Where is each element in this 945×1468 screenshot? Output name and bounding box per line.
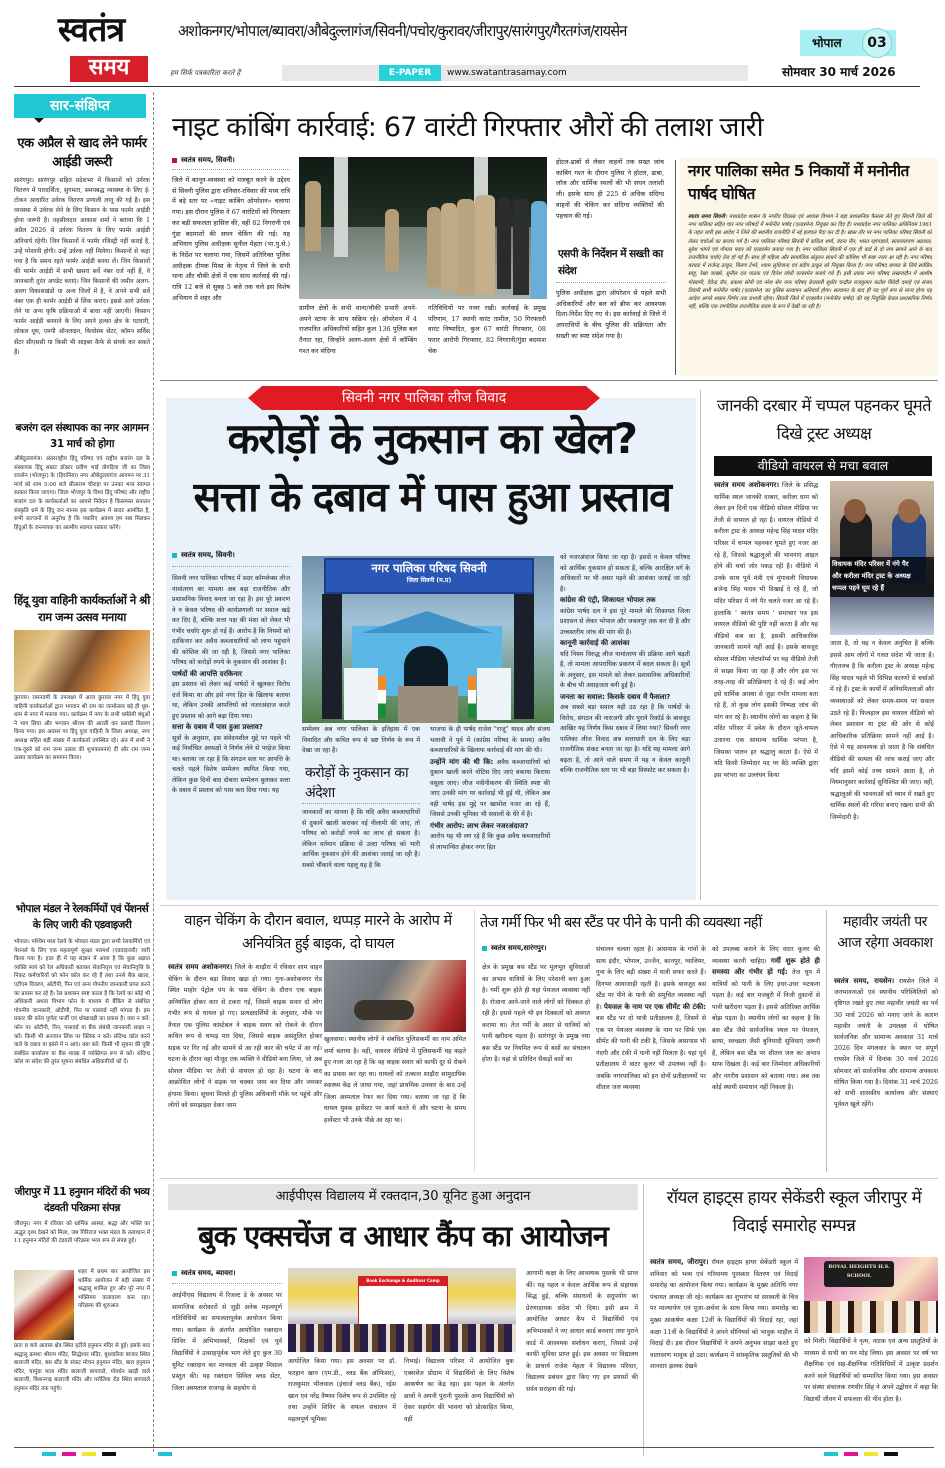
photo-banner-text: ROYAL HEIGHTS H.S. SCHOOL: [828, 1264, 890, 1279]
janaki-col1-text: जिले के प्रसिद्ध धार्मिक स्थल जानकी दरबार, करीला धाम को लेकर इन दिनों एक वीडियो सोशल मीडिया पर तेजी से वायरल हो रहा है। वायरल वीडियो में करीला ट्रस्ट के अध्यक्ष महेन्द्र सिंह यादव मंदिर परिसर में चप्पल पहनकर घूमते हुए नजर आ रहे हैं, जिससे श्रद्धालुओं की भावनाएं आहत होने की चर्चा जोर पकड़ रही है। वीडियो में उनके साथ पूर्व मंत्री एवं मुंगावली विधायक ब्रजेन्द्र सिंह यादव भी दिखाई दे रहे हैं, जो मंदिर परिसर में नंगे पैर चलते नजर आ रहे हैं। हालांकि ' स्वतंत्र समय ' समाचार पत्र इस वायरल वीडियो की पुष्टि नहीं करता है और यह वीडियो कब का है, इसकी आधिकारिक जानकारी सामने नहीं आई है। इसके बावजूद सोशल मीडिया प्लेटफॉर्म्स पर यह वीडियो तेजी से साझा किया जा रहा है और लोग इस पर तरह-तरह की प्रतिक्रियाएं दे रहे हैं। कई लोग इसे धार्मिक आस्था से जुड़ा गंभीर मामला बता रहे हैं, तो कुछ लोग इसकी निष्पक्ष जांच की मांग कर रहे हैं। स्थानीय लोगों का कहना है कि मंदिर परिसर में प्रवेश के दौरान जूते-चप्पल उतारना एक सामान्य धार्मिक परंपरा है, जिसका पालन हर श्रद्धालु करता है। ऐसे में यदि किसी जिम्मेदार पद पर बैठे व्यक्ति द्वारा इस परंपरा का उल्लंघन किया: [714, 482, 818, 779]
school-kicker: आईपीएस विद्यालय में रक्तदान,30 यूनिट हुआ अनुदान: [275, 1189, 531, 1204]
lease-col4-text: कांग्रेस पार्षद दल ने इस पूरे मामले की शिकायत जिला प्रशासन से लेकर भोपाल और जबलपुर तक कर दी है और उच्चस्तरीय जांच की मांग की है।: [560, 607, 690, 636]
water-subhead: गर्मी शुरू होते ही समस्या और गंभीर हो गई:: [712, 956, 820, 976]
lease-kicker: सिवनी नगर पालिका लीज विवाद: [341, 390, 507, 406]
accident-photo: [324, 960, 466, 1032]
water-col2-text: संचालन चलता रहता है। आसपास के गांवों के साथ इंदौर, भोपाल, उज्जैन, कानपुर, ग्वालियर, गुना के लिए बड़ी संख्या में यात्री सफर करते हैं। दिनभर आवाजाही रहती है। इसके बावजूद बस स्टैंड पर पीने के पानी की समुचित व्यवस्था नहीं है।: [596, 946, 706, 1011]
top-story-dateline: [172, 156, 290, 165]
janaki-strap: [714, 456, 932, 476]
lease-dateline: [172, 551, 290, 560]
sidebar-story-headline[interactable]: जीरापुर में 11 हनुमान मंदिरों की भव्य दंडवती परिक्रमा संपन्न: [14, 1186, 150, 1214]
lease-col1-text: सूत्रों के अनुसार, इस संवेदनशील मुद्दे पर पहले भी कई निर्वाचित अध्यक्षों ने निर्णय लेने से परहेज किया था। बताया जा रहा है कि संगठन स्तर पर आपत्ति के चलते पहले विशेष सम्मेलन स्थगित किया गया, लेकिन कुछ दिनों बाद दोबारा सम्मेलन बुलाकर सत्ता के दबाव में प्रस्ताव को पास करा दिया गया। यह: [172, 734, 290, 794]
section-rule: [160, 380, 938, 381]
footer-rule: [14, 1447, 934, 1448]
school-headline[interactable]: बुक एक्सचेंज व आधार कैंप का आयोजन: [198, 1219, 608, 1253]
sidebar-story-body: शहर में प्रथम बार आयोजित इस धार्मिक आयोजन में बड़ी संख्या में श्रद्धालु शामिल हुए और पूरे नगर में भक्तिमय वातावरण बना रहा। परिक्रमा की शुरुआत: [78, 1269, 150, 1310]
page-number: 03: [862, 28, 892, 58]
lease-col2-subhead: करोड़ों के नुकसान का अंदेशा: [305, 765, 409, 801]
sidebar-story-body: सारंगपुर। सारंगपुर सहित प्रदेशभर में किसानों को उर्वरक वितरण में पारदर्शिता, सुगमता, समयबद्ध व्यवस्था के लिए ई-टोकन आधारित उर्वरक वितरण प्रणाली लागू की गई है। इस व्यवस्था में उर्वरक लेने के लिए किसान के पास फार्मर आईडी होना जरूरी है। तहसीलदार आकाश शर्मा ने बताया कि 1 अप्रैल 2026 से उर्वरक वितरण के लिए फार्मर आईडी अनिवार्य रहेगी। जिन किसानों ने फार्मर रजिस्ट्री नहीं कराई है, उन्हें परेशानी होगी। उन्हें उर्वरक नहीं मिलेगा। किसानों से कहा गया है कि समय रहते फार्मर आईडी बनवा लें। जिन किसानों की फार्मर आईडी में सभी खसरा सर्वे नंबर दर्ज नहीं हैं, वे जानकारी तुरंत अपडेट कराएं। जिन किसानों की जमीन अलग-अलग विकासखंडों या अन्य जिलों में है, वे अपने सभी सर्वे नंबर एक ही फार्मर आईडी से लिंक कराएं। इससे आगे उर्वरक लेने या अन्य कृषि प्रक्रियाओं में बाधा नहीं आएगी। किसान फार्मर आईडी बनवाने के लिए अपने हल्का क्षेत्र के पटवारी, लोकल यूथ, एमपी ऑनलाइन, कियोस्क सेंटर, कॉमन सर्विस सेंटर सीएससी या किसी भी साइबर कैफे से संपर्क कर सकते हैं।: [14, 177, 150, 356]
lease-headline-1[interactable]: करोड़ों के नुकसान का खेल?: [227, 414, 637, 463]
school-col4: आगामी कक्षा के लिए आवश्यक पुस्तकें भी प्राप्त कीं। यह पहल न केवल आर्थिक रूप से सहायक सिद्ध हुई, बल्कि संसाधनों के सदुपयोग का प्रेरणादायक संदेश भी दिया। इसी क्रम में आयोजित आधार कैंप में विद्यार्थियों एवं अभिभावकों ने नए आधार कार्ड बनवाए तथा पुराने कार्ड में आवश्यक संशोधन कराए, जिससे उन्हें काफी सुविधा प्राप्त हुई। इस अवसर पर विद्यालय के प्राचार्य राजेश मेहता ने विद्यालय परिवार, विद्यालय प्रबंधन द्वारा किए गए इन प्रयासों की सर्वत्र सराहना की गई।: [526, 1270, 638, 1393]
edition-list: अशोकनगर/भोपाल/ब्यावरा/औबेदुल्लागंज/सिवनी/पचोर/कुरावर/जीरापुर/सारंगपुर/गैरतगंज/रायसेन: [178, 22, 627, 40]
dateline-bullet-icon: [172, 1271, 177, 1276]
section-rule: [160, 1178, 938, 1179]
masthead-rule: [14, 86, 920, 87]
sidebar-story-headline[interactable]: भोपाल मंडल ने रेलकर्मियों एवं पेंशनर्स के लिए जारी की एडवाइजरी: [15, 903, 149, 931]
issue-date: सोमवार 30 मार्च 2026: [782, 65, 896, 79]
school-camp-photo: [288, 1268, 516, 1352]
lease-subhead: पार्षदों की आपत्ति दरकिनार: [172, 669, 242, 678]
lease-col4-text: को नजरअंदाज किया जा रहा है। इससे न केवल परिषद को आर्थिक नुकसान हो सकता है, बल्कि आरक्षित वर्ग के अधिकारों पर भी असर पड़ने की आशंका जताई जा रही है।: [560, 554, 690, 593]
sidebar-divider: [153, 92, 154, 1452]
registration-mark: [102, 1452, 116, 1456]
lease-col4: [560, 553, 690, 898]
school-kicker-bar: [168, 1184, 638, 1210]
logo-top-text: स्वतंत्र: [57, 10, 125, 50]
vehicle-headline[interactable]: वाहन चेकिंग के दौरान बवाल, थप्पड़ मारने के आरोप में अनियंत्रित हुई बाइक, दो घायल: [184, 913, 452, 952]
water-col3: [712, 944, 820, 1174]
dateline-text: स्वतंत्र समय,सारंगपुर।: [491, 944, 547, 952]
janaki-video-photo: [830, 481, 934, 635]
column-divider: [700, 390, 701, 900]
dateline-text: स्वतंत्र समय, सिवनी।: [181, 551, 235, 559]
top-story-col3: गतिविधियों पर नजर रखी। कार्रवाई के प्रमुख परिणाम, 17 स्थायी वारंट तामील, 50 गिरफ्तारी वारंट निष्पादित, कुल 67 वारंटी गिरफ्तार, 08 फरार आरोपी गिरफ्तार, 82 निगरानी/गुंडा बदमाश चेक: [428, 304, 546, 355]
councillors-dateline: स्वतंत्र समय सिवनी: [688, 214, 725, 220]
edition-badge[interactable]: [800, 30, 896, 56]
sidebar-story-body: जीरापुर। नगर में रविवार को धार्मिक आस्था, श्रद्धा और भक्ति का अद्भुत दृश्य देखने को मिला, जब गिरिराज भक्त मंडल के तत्वाधान में 11 हनुमान मंदिरों की दंडवती परिक्रमा भव्य रूप से संपन्न हुई।: [14, 1221, 150, 1245]
top-story-col2: ग्रामीण क्षेत्रों के सभी थाना/चौकी प्रभारी अपने-अपने स्टाफ के साथ सक्रिय रहे। ऑपरेशन में 4 राजपत्रित अधिकारियों सहित कुल 136 पुलिस बल तैनात रहा, जिन्होंने अलग-अलग क्षेत्रों में कॉम्बिंग गश्त कर संदिग्ध: [299, 304, 417, 355]
water-subhead: पेयजल के नाम पर एक सीमेंट की टंकी:: [603, 1002, 706, 1011]
police-briefing-photo: [299, 157, 547, 299]
subhead-rule: [556, 282, 666, 283]
photo-caption: और करीला मंदिर ट्रस्ट के अध्यक्ष: [832, 572, 911, 580]
school-col1: आईपीएस विद्यालय में रिजल्ट डे के अवसर पर सामाजिक सरोकारों से जुड़ी अनेक महत्वपूर्ण गतिविधियों का सफलतापूर्वक आयोजन किया गया। कार्यक्रम के अंतर्गत आयोजित रक्तदान शिविर में अभिभावकों, शिक्षकों एवं पूर्व विद्यार्थियों ने उत्साहपूर्वक भाग लेते हुए कुल 30 यूनिट रक्तदान कर मानवता की उत्कृष्ट मिसाल प्रस्तुत की। यह रक्तदान सिविल ब्लड सेंटर, जिला अस्पताल राजगढ़ के सहयोग से: [172, 1292, 282, 1392]
tagline: हम सिर्फ पत्रकारिता करते हैं: [170, 69, 241, 77]
lease-col1: [172, 574, 290, 896]
lease-col3-text: भाजपा के ही पार्षद राजेश "राजू" यादव और संजय भलावी ने पूर्व में (कांग्रेस परिषद के समय) अवैध कब्जाधारियों के खिलाफ कार्रवाई की मांग की थी।: [430, 726, 550, 754]
water-col2: [596, 944, 706, 1174]
lease-col1-text: सिवनी नगर पालिका परिषद में सदर कॉम्प्लेक्स लीज नामांतरण का मामला अब बड़ा राजनीतिक और प्रशासनिक विवाद बनता जा रहा है। इस पूरे प्रकरण ने न केवल परिषद की कार्यप्रणाली पर सवाल खड़े कर दिए हैं, बल्कि सत्ता पक्ष की मंशा को लेकर भी गंभीर चर्चाएं शुरू हो गई हैं। आरोप है कि नियमों को दरकिनार कर अवैध कब्जाधारियों को लाभ पहुंचाने की कोशिश की जा रही है, जिससे नगर पालिका परिषद को करोड़ों रुपये के नुकसान की आशंका है।: [172, 575, 290, 666]
lease-col4-text: यदि नियम विरुद्ध लीज नामांतरण की प्रक्रिया आगे बढ़ती है, तो मामला आपराधिक प्रकरण में बदल सकता है। सूत्रों के अनुसार, इस मामले को लेकर प्रशासनिक अधिकारियों के बीच भी असहजता बनी हुई है।: [560, 650, 690, 689]
photo-caption: विधायक मंदिर परिसर में नंगे पैर: [832, 560, 909, 568]
photo-sign-subtext: जिला सिवनी (म.प्र): [406, 577, 452, 584]
lease-col2-b: जानकारों का मानना है कि यदि अवैध कब्जाधारियों से दुकानें खाली कराकर नई नीलामी की जाए, तो परिषद को करोड़ों रुपये का लाभ हो सकता है। लेकिन वर्तमान प्रक्रिया से उल्टा परिषद को भारी आर्थिक नुकसान होने की आशंका जताई जा रही है। सबसे चौंकाने वाला पहलू यह है कि: [302, 809, 420, 869]
mahavir-headline[interactable]: महावीर जयंती पर आज रहेगा अवकाश: [837, 914, 933, 951]
sidebar-story-headline[interactable]: बजरंग दल संस्थापक का नगर आगमन 31 मार्च को होगा: [15, 422, 149, 450]
top-story-subhead: एसपी के निर्देशन में सख्ती का संदेश: [558, 248, 663, 277]
top-story-col4-bottom: पुलिस अधीक्षक द्वारा ऑपरेशन से पहले सभी अधिकारियों और बल को ब्रीफ कर आवश्यक दिशा-निर्देश दिए गए थे। इस कार्रवाई से जिले में अपराधियों के बीच पुलिस की सक्रियता और सख्ती का स्पष्ट संदेश गया है।: [556, 289, 666, 340]
councillors-story-body: [688, 213, 932, 373]
sidebar-story-body: प्रातः 8 बजे आवास क्षेत्र स्थित हटीले हनुमान मंदिर से हुई। इसके बाद श्रद्धालु क्रमशः श्रीराम मंदिर, सिद्धेश्वर मंदिर, बुधवारिया बाजार स्थित बालाजी मंदिर, बस स्टैंड के संकट मोचन हनुमान मंदिर, बाल हनुमान मंदिर, चामुंडा माता मंदिर बालाजी बागवाले, गोवर्धन खाड़ी वाले बालाजी, किशनगढ़ बालाजी मंदिर और परोलिया रोड स्थित बागवाले हनुमान मंदिर तक पहुंचे।: [14, 1343, 150, 1392]
mahavir-body-text: रायसेन जिले में जनभावनाओं एवं स्थानीय परिस्थितियों को दृष्टिगत रखते हुए तथा महावीर जयंती का पर्व 30 मार्च 2026 को मनाए जाने के कारण महावीर जयंती के उपलक्ष्य में घोषित सार्वजनिक और सामान्य अवकाश 31 मार्च 2026 दिन मंगलवार के स्थान पर संपूर्ण रायसेन जिले में दिनांक 30 मार्च 2026 सोमवार को सार्वजनिक और सामान्य अवकाश घोषित किया गया है। दिनांक 31 मार्च 2026 को सभी शासकीय कार्यालय और संस्थाएं पूर्ववत खुले रहेंगे।: [834, 978, 938, 1109]
dateline-rule: [172, 169, 290, 170]
masthead: [0, 0, 945, 88]
mahavir-dateline: स्वतंत्र समय, रायसेन।: [834, 977, 895, 985]
lease-headline-2[interactable]: सत्ता के दबाव में पास हुआ प्रस्ताव: [193, 473, 671, 521]
dateline-text: स्वतंत्र समय, ब्यावरा।: [181, 1269, 236, 1277]
janaki-headline[interactable]: जानकी दरबार में चप्पल पहनकर घूमते दिखे ट्रस्ट अध्यक्ष: [716, 396, 932, 443]
photo-sign-text: नगर पालिका परिषद सिवनी: [371, 561, 487, 575]
lease-subhead: सत्ता के दबाव में पास हुआ प्रस्ताव?: [172, 723, 263, 731]
top-story-col1: जिले में कानून-व्यवस्था को मजबूत करने के उद्देश्य से सिवनी पुलिस द्वारा शनिवार-रविवार की मध्य रात्रि में बड़े स्तर पर «नाइट कांबिंग ऑपरेशन» चलाया गया। इस दौरान पुलिस ने 67 वारंटियों को गिरफ्तार कर बड़ी सफलता हासिल की, वहीं 82 निगरानी एवं गुंडा बदमाशों की सघन चेकिंग की गई। यह अभियान पुलिस अधीक्षक सुनील मेहता (भा.पु.से.) के निर्देश पर चलाया गया, जिसमें अतिरिक्त पुलिस अधीक्षक दीपक मिश्रा के नेतृत्व में जिले के सभी थाना और चौकी क्षेत्रों में एक साथ कार्रवाई की गई। रात्रि 12 बजे से सुबह 5 बजे तक चले इस विशेष अभियान में शहर और: [172, 176, 290, 302]
edition-city: भोपाल: [812, 36, 842, 50]
logo[interactable]: [30, 10, 152, 84]
lease-col1-text: इस प्रस्ताव को लेकर कई पार्षदों ने खुलकर विरोध दर्ज किया था और इसे नगर हित के खिलाफ बताया था, लेकिन उनकी आपत्तियों को नजरअंदाज करते हुए प्रस्ताव को आगे बढ़ा दिया गया।: [172, 681, 290, 720]
registration-mark: [158, 1452, 172, 1456]
lease-col2-a: सम्मेलन अब नगर पालिका के इतिहास में एक विवादित और कथित रूप से भ्रष्ट निर्णय के रूप में देखा जा रहा है।: [302, 726, 420, 754]
royal-col1: [650, 1257, 798, 1457]
hanuman-parikrama-photo: [14, 1270, 74, 1340]
janaki-strap-text: वीडियो वायरल से मचा बवाल: [757, 458, 889, 473]
vehicle-dateline: स्वतंत्र समय अशोकनगर।: [168, 963, 233, 971]
dateline-rule: [172, 1283, 282, 1284]
vehicle-col2: खुलवाया। स्थानीय लोगों ने संबंधित पुलिसकर्मी का नाम अमित शर्मा बताया है। वहीं, वायरल वीडियो में पुलिसकर्मी यह कहते हुए नजर आ रहा है कि वह बाइक सवार को काफी दूर से रोकने का प्रयास कर रहा था। घायलों को तत्काल शाढ़ौरा सामुदायिक स्वास्थ्य केंद्र ले जाया गया, जहां प्राथमिक उपचार के बाद उन्हें जिला अस्पताल रेफर कर दिया गया। बताया जा रहा है कि घायल युवक हार्वेस्टर पर कार्य करते थे और घटना के समय हार्वेस्टर भी उनके पीछे आ रहा था।: [324, 1036, 466, 1124]
water-dateline: [482, 944, 590, 953]
lease-col3-text: आरोप यह भी लग रहे हैं कि कुछ अवैध कब्जाधारियों से लाभान्वित होकर नगर हित: [430, 833, 550, 851]
registration-mark: [864, 1452, 878, 1456]
registration-mark: [884, 1452, 898, 1456]
website-link[interactable]: www.swatantrasamay.com: [447, 68, 567, 78]
sidebar-story-headline[interactable]: हिंदू युवा वाहिनी कार्यकर्ताओं ने श्री राम जन्म उत्सव मनाया: [14, 593, 150, 624]
sidebar-story-headline[interactable]: एक अप्रैल से खाद लेने फार्मर आईडी जरूरी: [17, 136, 147, 170]
dateline-text: स्वतंत्र समय, सिवनी।: [181, 156, 235, 164]
vehicle-col1-text: जिले के शाढ़ौरा में रविवार शाम वाहन चेकिंग के दौरान बड़ा विवाद खड़ा हो गया। गुना-अशोकनगर रोड स्थित माहोर पेट्रोल पंप के पास चेकिंग के दौरान एक बाइक अनियंत्रित होकर कार से टकरा गई, जिसमें बाइक सवार दो लोग गंभीर रूप से घायल हो गए। प्रत्यक्षदर्शियों के अनुसार, मौके पर तैनात एक पुलिस कांस्टेबल ने बाइक सवार को रोकने के दौरान कथित रूप से थप्पड़ मार दिया, जिससे बाइक असंतुलित होकर सड़क पर गिर गई और सामने से आ रही कार की चपेट में आ गई। घटना के दौरान वहां मौजूद एक व्यक्ति ने वीडियो बना लिया, जो अब सोशल मीडिया पर तेजी से वायरल हो रहा है। घटना के बाद आक्रोशित लोगों ने सड़क पर चक्का जाम कर दिया और जमकर हंगामा किया। सूचना मिलते ही पुलिस अधिकारी मौके पर पहुंचे और लोगों को समझाइश देकर जाम: [168, 964, 322, 1109]
vehicle-col1: [168, 962, 322, 1172]
councillors-story-headline[interactable]: नगर पालिका समेत 5 निकायों में मनोनीत पार्षद घोषित: [688, 162, 909, 203]
royal-col1-text: रॉयल हाइट्स हायर सेकेंडरी स्कूल में शनिवार को भव्य एवं गरिमामय पुरस्कार वितरण एवं विदाई समारोह का आयोजन किया गया। कार्यक्रम के मुख्य अतिथि नगर पंचायत अध्यक्ष जी रहे। कार्यक्रम का शुभारंभ मां सरस्वती के चित्र पर माल्यार्पण एवं पूजा-अर्चना के साथ किया गया। समारोह का मुख्य आकर्षण कक्षा 12वीं के विद्यार्थियों की विदाई रहा, जहां कक्षा 11वीं के विद्यार्थियों ने अपने सीनियर्स को भावुक माहौल में विदाई दी। इस दौरान विद्यार्थियों ने अपने अनुभव साझा करते हुए वातावरण भावुक हो उठा। कार्यक्रम में सांस्कृतिक प्रस्तुतियों की भी शानदार झलक देखने: [650, 1259, 798, 1371]
lease-col3-text: अवैध कब्जाधारियों को दुकान खाली करने नोटिस दिए जाएं बकाया किराया वसूला जाए। लीज नवीनीकरण की स्थिति स्पष्ट की जाए उनकी मांग पर कार्रवाई भी हुई थी, लेकिन अब वही पार्षद इस मुद्दे पर खामोश नजर आ रहे हैं, जिससे उनकी भूमिका भी सवालों के घेरे में है।: [430, 758, 550, 818]
sidebar-story-body: औबेदुल्लागंज। अंतरराष्ट्रीय हिंदू परिषद एवं राष्ट्रीय बजरंग दल के संस्थापक हिंदू सम्राट डॉक्टर प्रवीण भाई तोगड़िया जी का जिला रायसेन (भोजपुर) के (हिरानिया) नगर औबेदुल्लागंज आगमन पर 31 मार्च को शाम 5:00 बजे सीताराम चौराहा पर उनका भव्य स्वागत सत्कार किया जाएगा। जिला भोजपुर के विश्व हिंदू परिषद और राष्ट्रीय बजरंग दल के कार्यकर्ताओं का आपसे निवेदन है किसमस्त सनातन संस्कृति धर्म के हिंदू जन मानस इस कार्यक्रम में सादर आमंत्रित है, सभी सज्जनों से अनुरोध है कि पधारिए अवश्य हम सब मिलकर हिंदुओं के जननायक का आत्मीय स्वागत सत्कार करेंगे।: [14, 456, 150, 531]
water-col2-text: बस स्टैंड पर दो यात्री प्रतीक्षालय है, जिसमें से एक पर पेयजल व्यवस्था के नाम पर सिर्फ एक सीमेंट की पानी की टंकी है, जिसके आसपास भी गंदगी और टंकी में पानी नहीं मिलता है। यहां पूर्व प्रतीक्षालय में वाटर कूलर भी उपलब्ध नहीं है। जबकि नगरपालिका को इन दोनों प्रतीक्षालयों पर शीतल जल व्यवस्था: [596, 1015, 706, 1091]
registration-mark: [824, 1452, 838, 1456]
janaki-dateline: स्वतंत्र समय अशोकनगर।: [714, 481, 779, 489]
royal-col2: को मिली। विद्यार्थियों ने नृत्य, नाटक एवं अन्य प्रस्तुतियों के माध्यम से सभी का मन मोह लिया। इस अवसर पर वर्ष भर शैक्षणिक एवं सह-शैक्षणिक गतिविधियों में उत्कृष्ट प्रदर्शन करने वाले विद्यार्थियों को सम्मानित किया गया। इस अवसर पर संस्था संचालक रणधीर सिंह ने अपने उद्बोधन में कहा कि विद्यार्थी जीवन में सफलता की नींव होता है।: [804, 1338, 938, 1403]
column-divider: [643, 1184, 644, 1456]
nagar-palika-building-photo: [302, 556, 554, 723]
mahavir-body: [834, 976, 938, 1174]
column-divider: [826, 910, 827, 1172]
section-rule: [160, 905, 938, 906]
registration-mark: [42, 1452, 56, 1456]
sidebar-section-header: [14, 94, 146, 118]
dateline-rule: [172, 566, 290, 567]
janaki-col1: [714, 480, 818, 898]
royal-headline[interactable]: रॉयल हाइट्स हायर सेकेंडरी स्कूल जीरापुर में विदाई समारोह सम्पन्न: [666, 1188, 922, 1236]
dateline-bullet-icon: [482, 946, 487, 951]
school-dateline: [172, 1269, 282, 1278]
farewell-photo: [804, 1257, 938, 1333]
royal-dateline: स्वतंत्र समय, जीरापुर।: [650, 1258, 709, 1266]
registration-mark: [62, 1452, 76, 1456]
lease-subhead: उन्होंने मांग की थी कि:: [430, 757, 494, 766]
councillors-body-text: । मध्यप्रदेश शासन के नगरीय विकास एवं आवास विभाग ने बड़ा प्रशासनिक फैसला लेते हुए सिवनी जिले की नगर पालिका सहित चार नगर परिषदों में मनोनीत पार्षद (एल्डरमेन) नियुक्त कर दिए हैं। मध्यप्रदेश नगर पालिका अधिनियम 1961 के तहत जारी इस आदेश ने जिले की स्थानीय राजनीति में नई हलचल पैदा कर दी है। खास तौर पर नगर पालिका परिषद सिवनी को लेकर चर्चाओं का बाजार गर्म है। नगर पालिका परिषद सिवनी में कविता शर्मा, वंदना जैन, भारत रहांगडाले, सत्यनारायण अग्रवाल, सुरेश भांगरे एवं गोपाल पवार को एल्डरमेन बनाया गया है। नगर पालिका सिवनी में एक ही वार्ड से दो नाम सामने आने के बाद राजनीतिक चर्चाएं तेज हो गई हैं। साथ ही महिला और सामाजिक संतुलन साधने की कोशिश भी स्पष्ट नजर आ रही है। नगर परिषद बरघाट में राजेन्द्र ठाकुर, किरण टेंभरे, श्याम लुधियाना एवं प्रदीप ठाकुर को नियुक्त किया है। नगर परिषद छपारा के लिये सर्वप्रिय साहू, रेखा जाखरे, सुनील दत्त पाठक एवं दिनेश लोधी एल्डरमेन बनाये गये हैं। इसी प्रकार नगर परिषद लखनादौन में आशीष गोस्वामी, देवेन्द्र जैन, प्रकाश सोनी एवं नरेश सेन नगर परिषद केवलारी सुधीर चन्द्रौल राजकुमार कटोल त्रिवेदी दमाहे एवं संजय तिवारी सभी मनोनीत पार्षद (एल्डरमेन) का पुलिस सत्यापन अनिवार्य होगा। सत्यापन के बाद ही पद पूर्ण रूप से मान्य होगा यह आदेश अगले शासन निर्णय तक प्रभावी रहेगा। सिवनी जिले में एल्डरमैन (मनोनीत पार्षद) की यह नियुक्ति केवल प्रशासनिक निर्णय नहीं, बल्कि एक रणनीतिक राजनीतिक कदम के रूप में देखी जा रही है।: [688, 214, 932, 311]
lease-subhead: जनता का सवाल: किसके दबाव में फैसला?: [560, 692, 671, 701]
school-col3: निभाई। विद्यालय परिसर में आयोजित बुक एक्सचेंज प्रोग्राम में विद्यार्थियों के लिए विशेष आकर्षण का केंद्र रहा। इस पहल के अंतर्गत छात्रों ने अपनी पुरानी पुस्तकें अन्य विद्यार्थियों को देकर सहयोग की भावना को प्रोत्साहित किया, वहीं: [404, 1358, 514, 1423]
janaki-col2: जाता है, तो यह न केवल अनुचित है बल्कि इससे आम लोगों में गलत संदेश भी जाता है। गौरतलब है कि करीला ट्रस्ट के अध्यक्ष महेन्द्र सिंह यादव पहले भी विभिन्न कारणों से चर्चाओं में रहे हैं। ट्रस्ट के कार्यों में अनियमितताओं और व्यवस्थाओं को लेकर समय-समय पर सवाल उठते रहे हैं। फिलहाल इस वायरल वीडियो को लेकर प्रशासन या ट्रस्ट की ओर से कोई आधिकारिक प्रतिक्रिया सामने नहीं आई है। ऐसे में यह आवश्यक हो जाता है कि संबंधित वीडियो की सत्यता की जांच कराई जाए और यदि इसमें कोई तथ्य सामने आता है, तो नियमानुसार कार्रवाई सुनिश्चित की जाए। वहीं, श्रद्धालुओं की भावनाओं को ध्यान में रखते हुए धार्मिक स्थलों की गरिमा बनाए रखना सभी की जिम्मेदारी है।: [830, 640, 934, 821]
registration-mark: [82, 1452, 96, 1456]
top-story-col4-top: होटल-ढाबों से लेकर वाहनों तक सख्त जांच कांबिंग गश्त के दौरान पुलिस ने होटल, ढाबा, लॉज और धार्मिक स्थलों की भी सघन तलाशी ली। इसके साथ ही 225 से अधिक संदिग्ध वाहनों की चेकिंग कर संदिग्ध व्यक्तियों की पहचान की गई।: [556, 158, 664, 220]
school-col2: आयोजित किया गया। इस अवसर पर डॉ. फरहान खान (एम.डी., ब्लड बैंक ऑफिसर), राजकुमार भीलवाल (इंचार्ज ब्लड बैंक), रईस खान एवं नरेंद्र वैष्णव विशेष रूप से उपस्थित रहे तथा उन्होंने शिविर के सफल संचालन में महत्वपूर्ण भूमिका: [288, 1358, 396, 1423]
water-col3-text: तेज धूप में यात्रियों को पानी के लिए इधर-उधर भटकना पड़ता है। कई बार मजबूरी में निजी दुकानों से पानी खरीदना पड़ता है। इससे अतिरिक्त आर्थिक बोझ पड़ता है। स्थानीय लोगों का कहना है कि बस स्टैंड जैसे सार्वजनिक स्थल पर पेयजल, छाया, स्वच्छता जैसी बुनियादी सुविधाएं जरूरी हैं, लेकिन बस स्टैंड पर शीतल जल का अभाव साफ दिखता है। कई बार जिम्मेदार अधिकारियों और नगरीय प्रशासन को बताया गया। अब तक कोई स्थायी समाधान नहीं निकला है।: [712, 969, 820, 1091]
sidebar-story-body: कुरावर। रामनवमी के उपलक्ष्य में आज कुरावर नगर में हिंदू युवा वाहिनी कार्यकर्ताओं द्वारा भगवान श्री राम का जन्मोत्सव बड़े ही धूम-धाम से नगर में मनाया गया। कार्यक्रम में नगर के सभी धर्मप्रेमी बंधुओं ने भाग लिया और भगवान श्रीराम की आरती कर प्रसादी वितरण किया गया। इस अवसर पर हिंदू युवा वाहिनी के जिला अध्यक्ष, नगर अध्यक्ष सहित बड़ी संख्या में कार्यकर्ता उपस्थित रहे। अंत में सभी ने एक-दूसरे को राम जन्म उत्सव की शुभकामनाएं दीं और राम जन्म उत्सव कार्यक्रम का समापन किया।: [14, 695, 150, 762]
water-headline[interactable]: तेज गर्मी फिर भी बस स्टैंड पर पीने के पानी की व्यवस्था नहीं: [480, 915, 762, 931]
subhead-rule: [302, 803, 420, 804]
section-label: सार-संक्षिप्त: [49, 98, 111, 114]
top-story-headline[interactable]: नाइट कांबिंग कार्रवाई: 67 वारंटी गिरफ्तार औरों की तलाश जारी: [172, 112, 763, 143]
photo-banner-text: Book Exchange & Aadhaar Camp: [366, 1278, 440, 1283]
dateline-bullet-icon: [172, 158, 177, 163]
column-divider: [474, 910, 475, 1172]
lease-col4-text: अब सबसे बड़ा सवाल यही उठ रहा है कि पार्षदों के विरोध, संगठन की नाराजगी और पुराने रिकॉर्ड के बावजूद आखिर यह निर्णय किस दबाव में लिया गया? सिवनी नगर पालिका लीज विवाद अब सत्ताधारी दल के लिए बड़ा राजनीतिक संकट बनता जा रहा है। यदि यह मामला आगे बढ़ता है, तो आने वाले समय में यह न केवल कानूनी बल्कि राजनीतिक स्तर पर भी बड़ा विस्फोट कर सकता है।: [560, 704, 690, 774]
ram-utsav-photo: [14, 630, 150, 692]
color-registration-marks: [42, 1450, 922, 1458]
section-pointer-icon: [34, 118, 44, 123]
epaper-label[interactable]: E-PAPER: [379, 65, 441, 81]
logo-bottom-text: समय: [88, 55, 130, 80]
lease-subhead: कांग्रेस की एंट्री, शिकायत भोपाल तक: [560, 596, 656, 604]
photo-caption: चप्पल पहने घूम रहे हैं: [832, 584, 885, 592]
water-col1: क्षेत्र के प्रमुख बस स्टैंड पर मूलभूत सुविधाओं का अभाव यात्रियों के लिए परेशानी बना हुआ है। गर्मी शुरू होते ही यहां पेयजल व्यवस्था नहीं है। रोजाना आने-जाने वाले लोगों को दिक्कत हो रही है। इससे पहले भी इन दिक्कतों को अवगत कराया था। तेज गर्मी के असर से यात्रियों को पानी खरीदना पड़ता है। सारंगपुर के प्रमुख नया बस स्टैंड पर नियमित रूप से बसों का संचालन होता है। यहां से प्रतिदिन सैकड़ों बसों का: [482, 964, 590, 1063]
registration-mark: [844, 1452, 858, 1456]
column-divider: [675, 160, 676, 375]
sidebar-story-body: भोपाल। पश्चिम मध्य रेलवे के भोपाल मंडल द्वारा सभी रेलकर्मियों एवं पेंशनर्स के लिए एक महत्वपूर्ण सुरक्षा परामर्श (एडवाइजरी) जारी किया गया है। हाल ही में यह संज्ञान में आया है कि कुछ अज्ञात व्यक्ति स्वयं को रेल अधिकारी बताकर सेवानिवृत्त एवं सेवानिवृत्ति के निकट कर्मचारियों को फोन कॉल कर रहे हैं तथा उनसे बैंक खाता, एटीएम विवरण, ओटीपी, पिन एवं अन्य गोपनीय जानकारी प्राप्त करने का प्रयास कर रहे हैं। रेल प्रशासन स्पष्ट करता है कि रेलवे का कोई भी अधिकारी अथवा विभाग फोन के माध्यम से बैंकिंग से संबंधित गोपनीय जानकारी, ओटीपी, पिन या पासवर्ड नहीं मांगता है। इस प्रकार की कॉल पूर्णतः फर्जी एवं धोखाधड़ी का प्रयास है। क्या न करें: फोन पर ओटीपी, पिन, पासवर्ड या बैंक संबंधी जानकारी साझा न करें। किसी भी अनजान लिंक पर क्लिक न करें। संदिग्ध कॉल करने वाले के दबाव या झांसे में न आएं। क्या करें: किसी भी सूचना की पुष्टि संबंधित कार्यालय या बैंक शाखा में व्यक्तिगत रूप से करें। संदिग्ध कॉल या संदेश की तुरंत सूचना संबंधित अधिकारियों को दें।: [14, 939, 150, 1066]
lease-col3: [430, 725, 550, 895]
water-col3-text: को उपलब्ध कराने के लिए वाटर कूलर की व्यवस्था करनी चाहिए।: [712, 946, 820, 965]
lease-subhead: गंभीर आरोप: लाभ लेकर नजरअंदाज?: [430, 821, 529, 830]
lease-subhead: कानूनी कार्रवाई की आशंका: [560, 639, 630, 647]
dateline-bullet-icon: [172, 553, 177, 558]
